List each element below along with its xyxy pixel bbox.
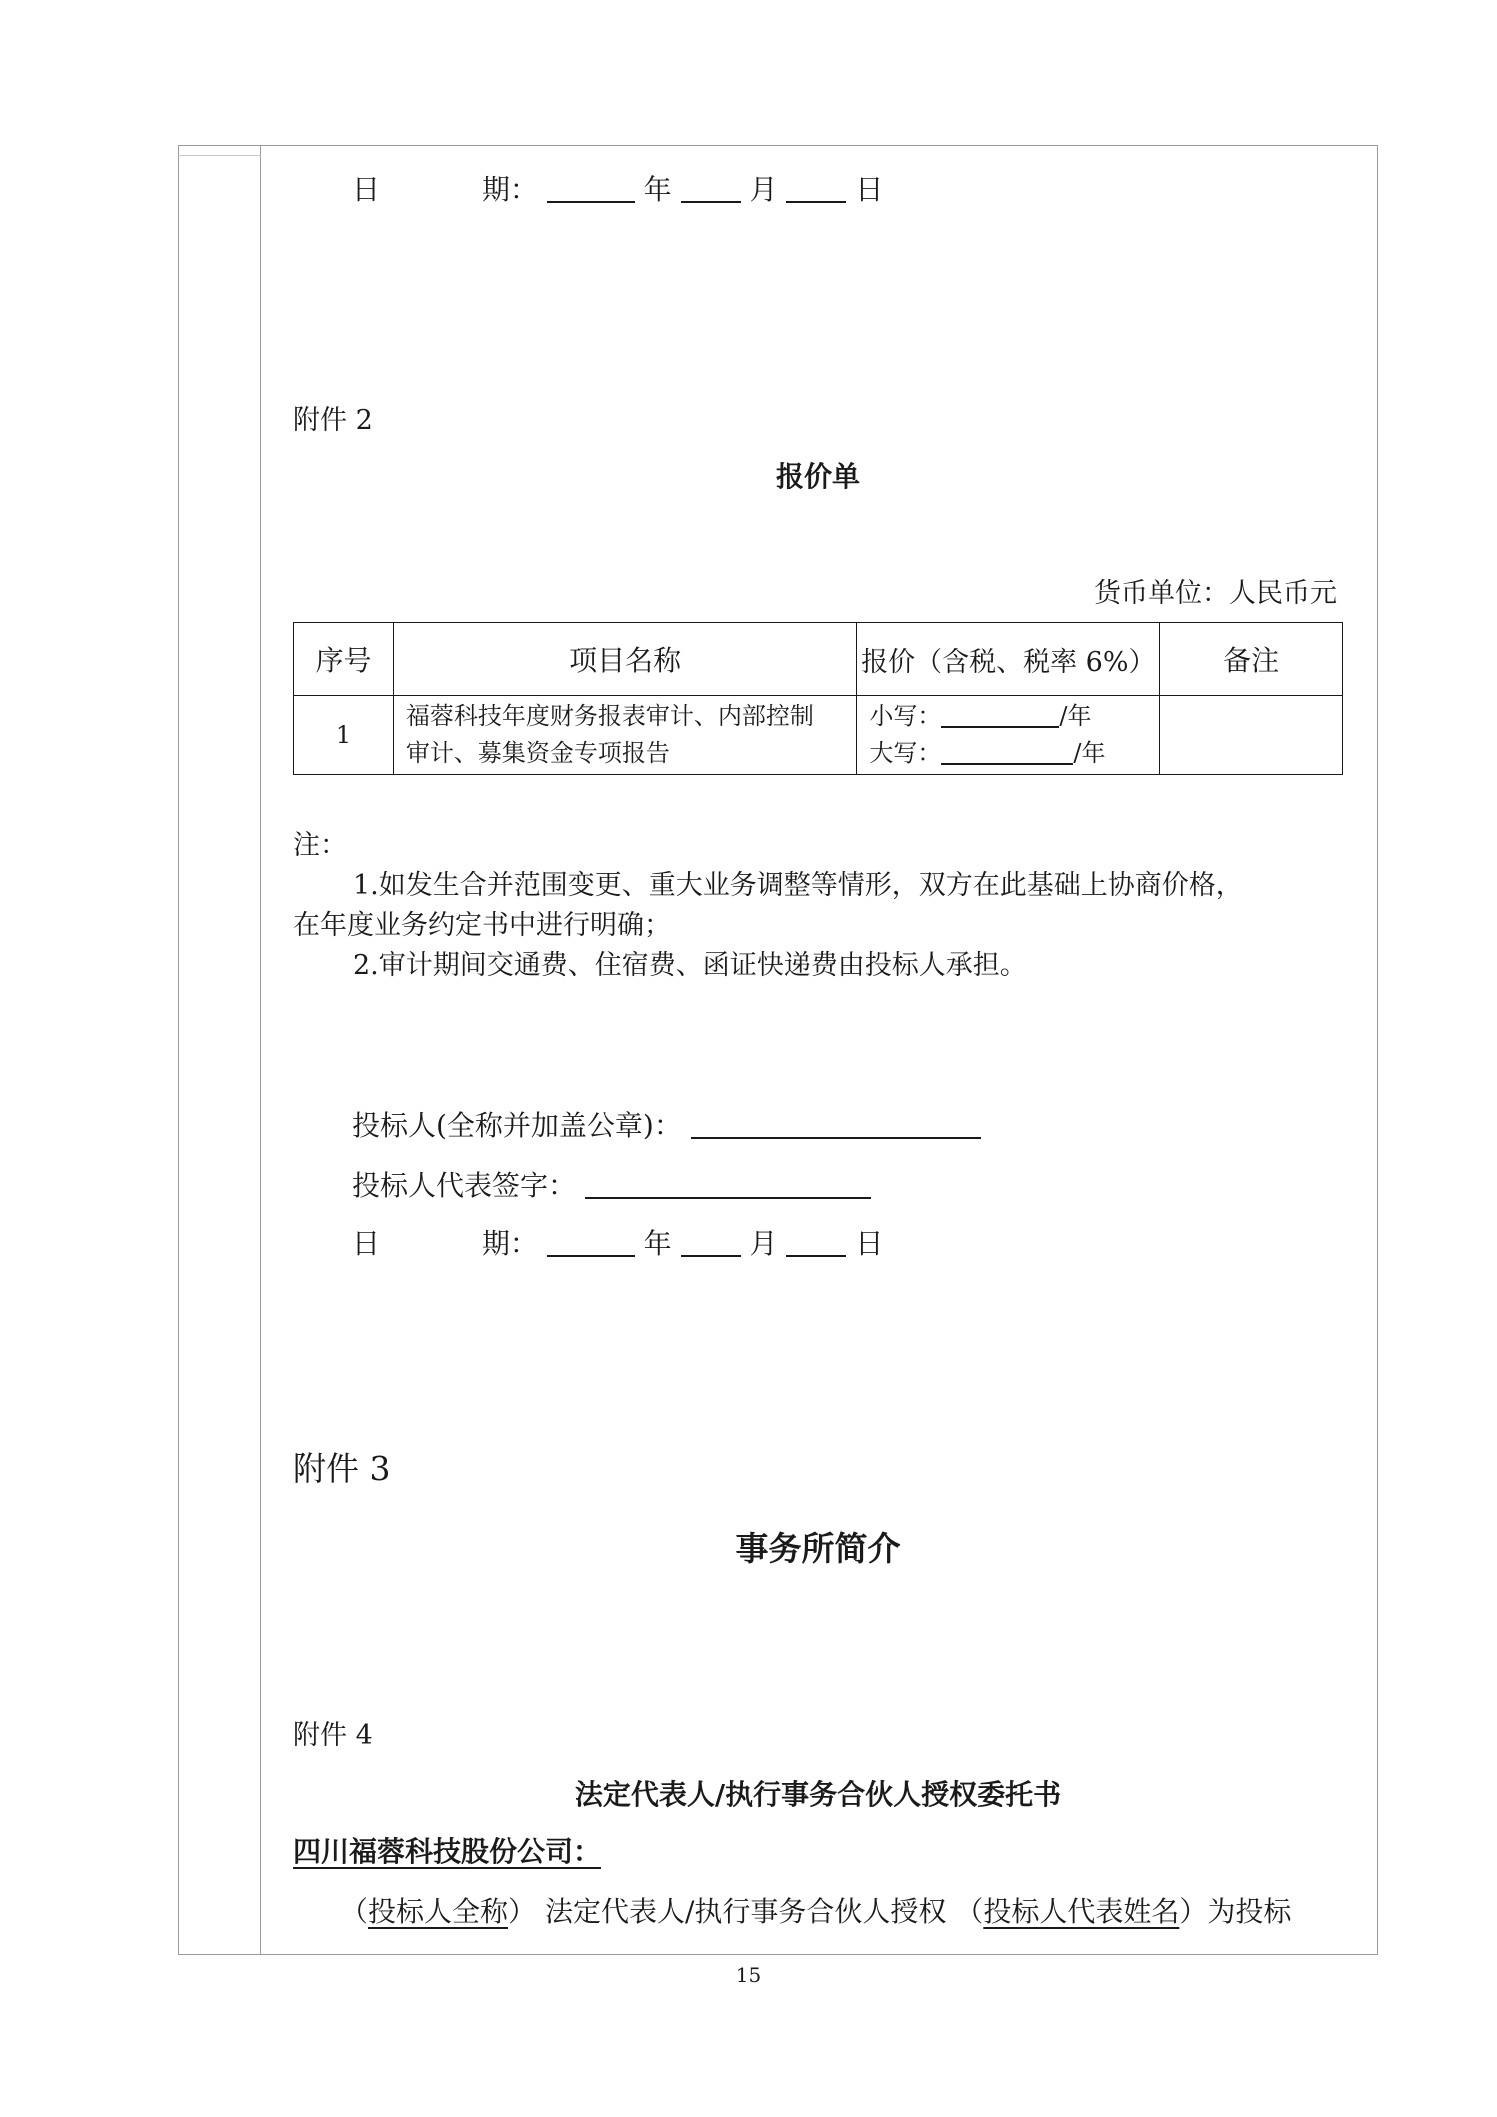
left-column-top-cell xyxy=(178,145,261,156)
date-label-ri: 日 xyxy=(352,173,381,206)
annex4-body-mid: 法定代表人/执行事务合伙人授权 xyxy=(544,1895,947,1928)
price-big-blank xyxy=(941,741,1073,765)
rep-line xyxy=(352,1164,871,1204)
row-item-name xyxy=(393,696,856,775)
header-no: 序号 xyxy=(294,623,394,696)
annex4-label: 附件 4 xyxy=(293,1720,373,1751)
header-remark: 备注 xyxy=(1160,623,1343,696)
note1-line1: 1.如发生合并范围变更、重大业务调整等情形，双方在此基础上协商价格， xyxy=(353,870,1243,901)
annex4-body-line xyxy=(340,1890,1291,1930)
year-blank xyxy=(547,1229,635,1257)
price-big-line xyxy=(869,735,1159,772)
month-blank xyxy=(681,1229,741,1257)
annex2-label: 附件 2 xyxy=(293,405,373,436)
annex4-body-end: 为投标 xyxy=(1207,1895,1292,1928)
paren-open-2: （ xyxy=(955,1895,984,1928)
top-date-line xyxy=(352,168,883,208)
price-big-unit: /年 xyxy=(1073,739,1106,767)
currency-note: 货币单位：人民币元 xyxy=(1094,578,1337,609)
bidder-line xyxy=(352,1104,981,1144)
day-blank xyxy=(786,175,846,203)
row-remark xyxy=(1160,696,1343,775)
notes-title: 注： xyxy=(293,830,347,861)
row-price xyxy=(857,696,1160,775)
note2: 2.审计期间交通费、住宿费、函证快递费由投标人承担。 xyxy=(353,950,1027,981)
bidder-full-name-placeholder: 投标人全称 xyxy=(368,1895,509,1928)
annex4-title: 法定代表人/执行事务合伙人授权委托书 xyxy=(574,1778,1062,1811)
paren-close-2: ） xyxy=(1179,1895,1208,1928)
day-blank xyxy=(786,1229,846,1257)
row-item-name-line2: 审计、募集资金专项报告 xyxy=(405,739,670,767)
date-label-qi: 期： xyxy=(481,1227,538,1260)
quote-table xyxy=(293,622,1343,775)
month-label: 月 xyxy=(749,173,778,206)
month-label: 月 xyxy=(749,1227,778,1260)
rep-label: 投标人代表签字： xyxy=(352,1169,577,1202)
year-blank xyxy=(547,175,635,203)
annex2-title: 报价单 xyxy=(775,460,860,493)
year-label: 年 xyxy=(643,1227,672,1260)
page-number: 15 xyxy=(735,1963,762,1987)
addressee: 四川福蓉科技股份公司： xyxy=(293,1835,602,1868)
left-margin-column xyxy=(178,145,261,1955)
rep-blank xyxy=(585,1171,871,1199)
header-price: 报价（含税、税率 6%） xyxy=(857,623,1160,696)
annex3-title: 事务所简介 xyxy=(735,1529,901,1568)
price-small-line xyxy=(869,698,1159,735)
table-row xyxy=(294,696,1343,775)
price-small-blank xyxy=(941,704,1059,728)
paren-open-1: （ xyxy=(340,1895,369,1928)
price-small-unit: /年 xyxy=(1059,702,1092,730)
note1-line2: 在年度业务约定书中进行明确； xyxy=(293,910,671,941)
bidder-label: 投标人(全称并加盖公章)： xyxy=(352,1109,682,1142)
bidder-blank xyxy=(691,1111,981,1139)
table-header-row xyxy=(294,623,1343,696)
annex3-label: 附件 3 xyxy=(293,1449,391,1488)
annex2-date-line xyxy=(352,1222,883,1262)
header-item-name: 项目名称 xyxy=(393,623,856,696)
day-label: 日 xyxy=(855,173,884,206)
date-label-qi: 期： xyxy=(481,173,538,206)
year-label: 年 xyxy=(643,173,672,206)
date-label-ri: 日 xyxy=(352,1227,381,1260)
day-label: 日 xyxy=(855,1227,884,1260)
bidder-rep-name-placeholder: 投标人代表姓名 xyxy=(983,1895,1180,1928)
paren-close-1: ） xyxy=(508,1895,537,1928)
price-small-label: 小写： xyxy=(869,702,942,730)
row-no: 1 xyxy=(294,696,394,775)
row-item-name-line1: 福蓉科技年度财务报表审计、内部控制 xyxy=(405,702,814,730)
price-big-label: 大写： xyxy=(869,739,942,767)
month-blank xyxy=(681,175,741,203)
